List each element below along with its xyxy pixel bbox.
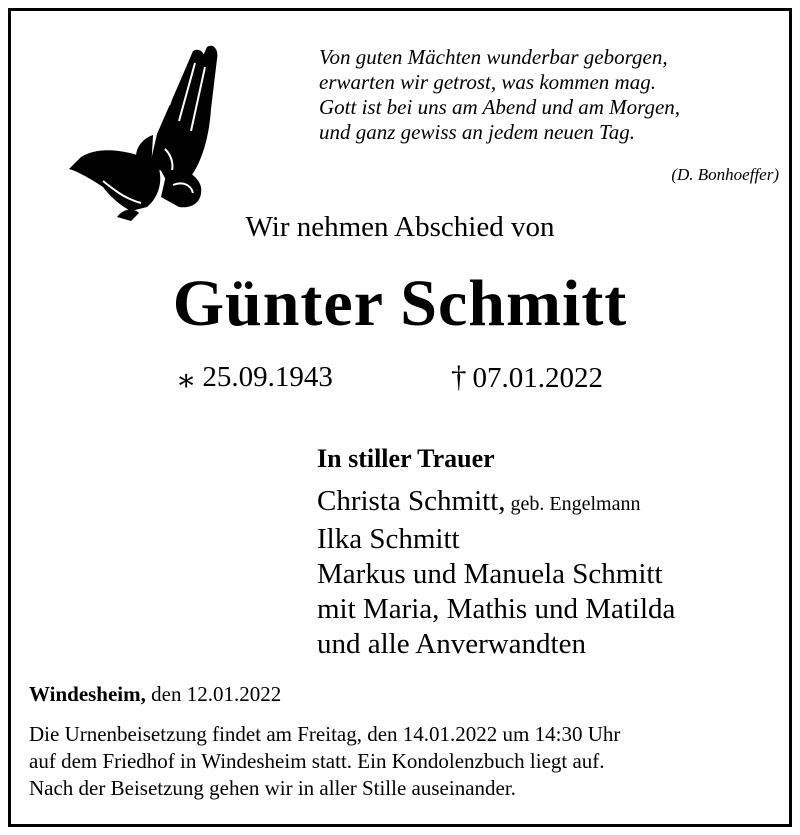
mourning-section [317,443,675,662]
mourner-line [317,557,675,592]
mourner-line [317,592,675,627]
poem-line: und ganz gewiss an jedem neuen Tag. [319,120,635,144]
death-date: 07.01.2022 [472,362,603,394]
poem-line: erwarten wir getrost, was kommen mag. [319,70,656,94]
notice-line: auf dem Friedhof in Windesheim statt. Ein Kondolenzbuch liegt auf. [29,749,605,773]
mourning-title: In stiller Trauer [317,444,495,473]
place-and-date [29,682,281,707]
notice-line: Die Urnenbeisetzung findet am Freitag, den 14.01.2022 um 14:30 Uhr [29,722,621,746]
mourner-line [317,484,675,522]
funeral-notice [29,721,779,802]
mourner-name: Ilka Schmitt [317,523,460,555]
mourner-line [317,627,675,662]
poem-line: Gott ist bei uns am Abend und am Morgen, [319,95,681,119]
notice-line: Nach der Beisetzung gehen wir in aller Stille auseinander. [29,776,516,800]
poem-author: (D. Bonhoeffer) [671,165,779,184]
death-date-line [451,359,603,395]
mourner-name: und alle Anverwandten [317,628,586,660]
date: den 12.01.2022 [145,682,282,706]
mourner-name: Markus und Manuela Schmitt [317,558,663,590]
mourner-name: mit Maria, Mathis und Matilda [317,593,676,625]
death-cross-icon: † [451,359,467,394]
birth-date: 25.09.1943 [202,361,333,393]
mourner-line [317,522,675,557]
birth-star-icon: ∗ [176,364,197,397]
praying-hands-icon [61,39,221,224]
obituary-frame [8,8,792,827]
birth-date-line [176,359,333,397]
mourner-name: Christa Schmitt, [317,485,506,517]
poem-line: Von guten Mächten wunderbar geborgen, [319,45,668,69]
deceased-name: Günter Schmitt [172,267,628,340]
farewell-intro: Wir nehmen Abschied von [245,211,555,243]
place: Windesheim, [29,682,146,706]
poem [319,45,779,145]
mourner-maiden-name: geb. Engelmann [505,493,641,515]
